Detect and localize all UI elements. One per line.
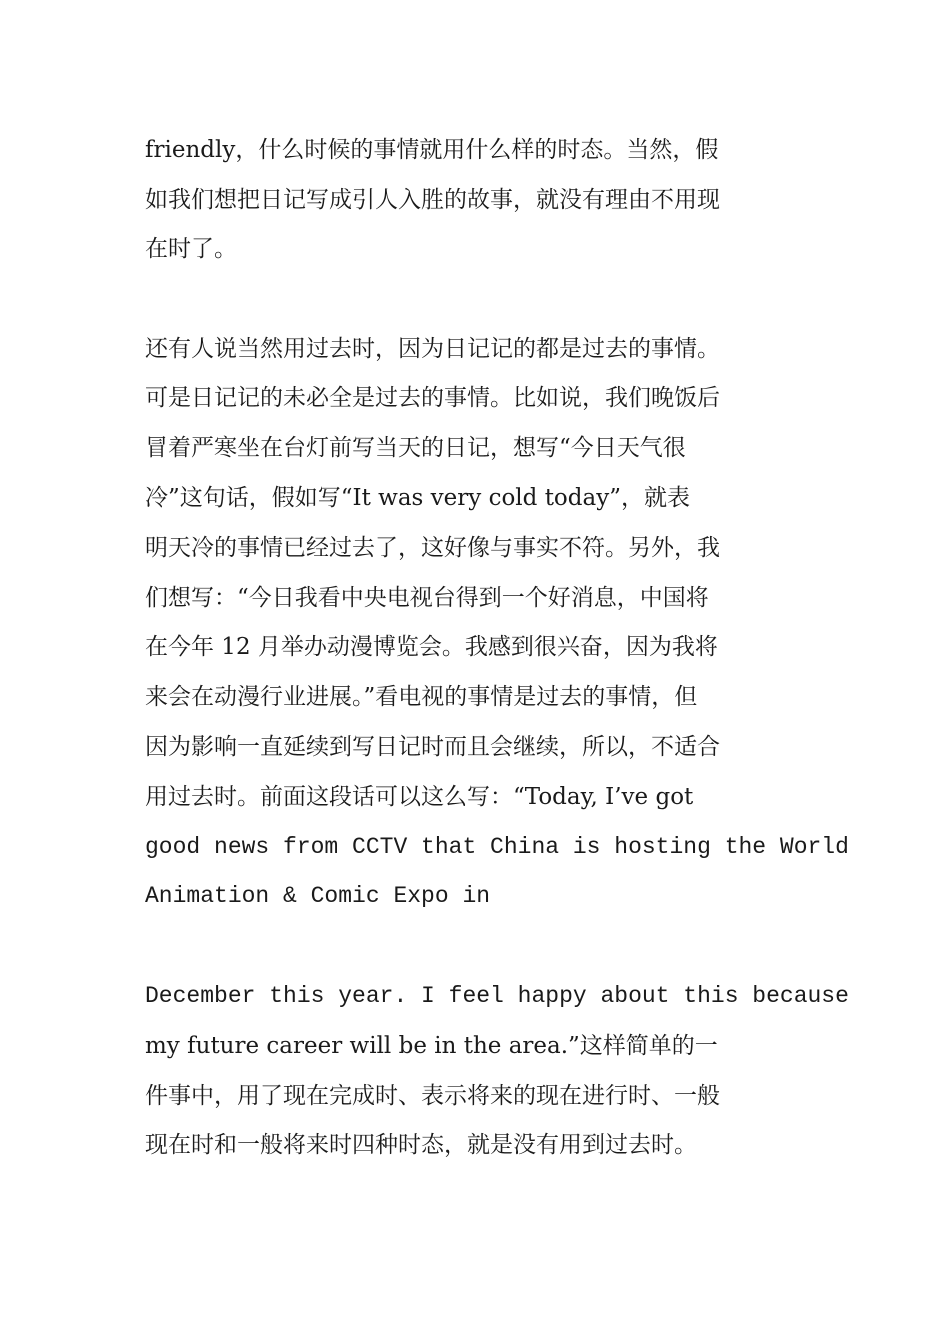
text-line: 在时了。 — [145, 236, 237, 262]
text-line: 现在时和一般将来时四种时态，就是没有用到过去时。 — [145, 1132, 697, 1158]
text-line: Animation & Comic Expo in — [145, 883, 491, 909]
text-line: 冷”这句话，假如写“It was very cold today”，就表 — [145, 485, 690, 511]
text-line: 还有人说当然用过去时，因为日记记的都是过去的事情。 — [145, 336, 720, 362]
text-line: 们想写：“今日我看中央电视台得到一个好消息，中国将 — [145, 585, 709, 611]
text-line: 冒着严寒坐在台灯前写当天的日记，想写“今日天气很 — [145, 435, 686, 461]
text-line: 来会在动漫行业进展。”看电视的事情是过去的事情，但 — [145, 684, 698, 710]
text-line: 如我们想把日记写成引人入胜的故事，就没有理由不用现 — [145, 187, 720, 213]
text-line: 明天冷的事情已经过去了，这好像与事实不符。另外，我 — [145, 535, 720, 561]
text-line: good news from CCTV that China is hosting the World — [145, 834, 849, 860]
text-line: 在今年 12 月举办动漫博览会。我感到很兴奋，因为我将 — [145, 634, 718, 660]
text-line: 因为影响一直延续到写日记时而且会继续，所以，不适合 — [145, 734, 720, 760]
text-line: my future career will be in the area.”这样简单的一 — [145, 1033, 718, 1059]
text-line: friendly，什么时候的事情就用什么样的时态。当然，假 — [145, 137, 719, 163]
text-line: 件事中，用了现在完成时、表示将来的现在进行时、一般 — [145, 1083, 720, 1109]
text-line: December this year. I feel happy about this because — [145, 983, 849, 1009]
text-line: 用过去时。前面这段话可以这么写：“Today, I’ve got — [145, 784, 694, 810]
text-line: 可是日记记的未必全是过去的事情。比如说，我们晚饭后 — [145, 385, 720, 411]
